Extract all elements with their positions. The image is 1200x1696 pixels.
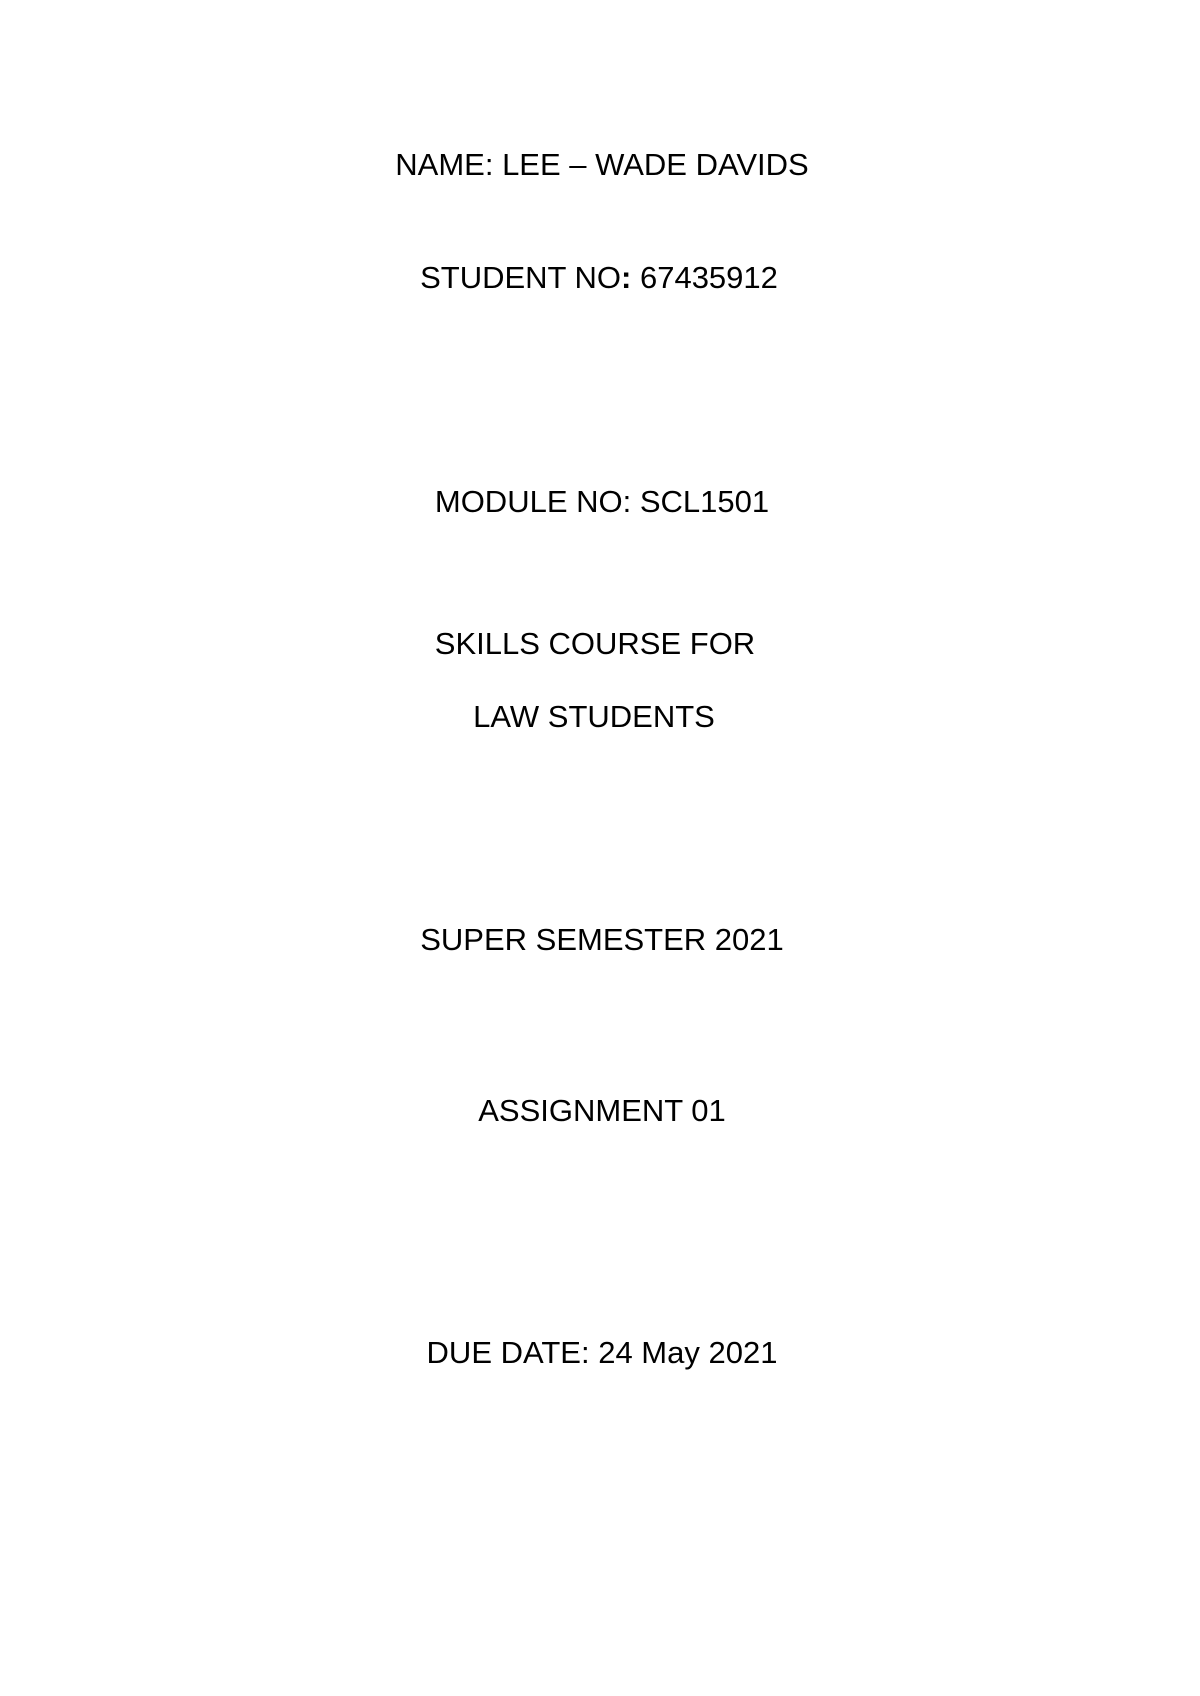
course-title-line-1: SKILLS COURSE FOR xyxy=(434,626,756,661)
student-name: NAME: LEE – WADE DAVIDS xyxy=(395,147,809,182)
student-number-label: STUDENT NO xyxy=(420,260,622,295)
student-number xyxy=(0,260,1200,296)
due-date: DUE DATE: 24 May 2021 xyxy=(426,1335,778,1370)
student-number-value: 67435912 xyxy=(631,260,778,295)
semester: SUPER SEMESTER 2021 xyxy=(420,922,784,957)
course-title-line-2: LAW STUDENTS xyxy=(473,699,715,734)
student-number-colon: : xyxy=(621,260,632,295)
assignment-number: ASSIGNMENT 01 xyxy=(478,1093,726,1128)
module-number: MODULE NO: SCL1501 xyxy=(434,484,770,519)
